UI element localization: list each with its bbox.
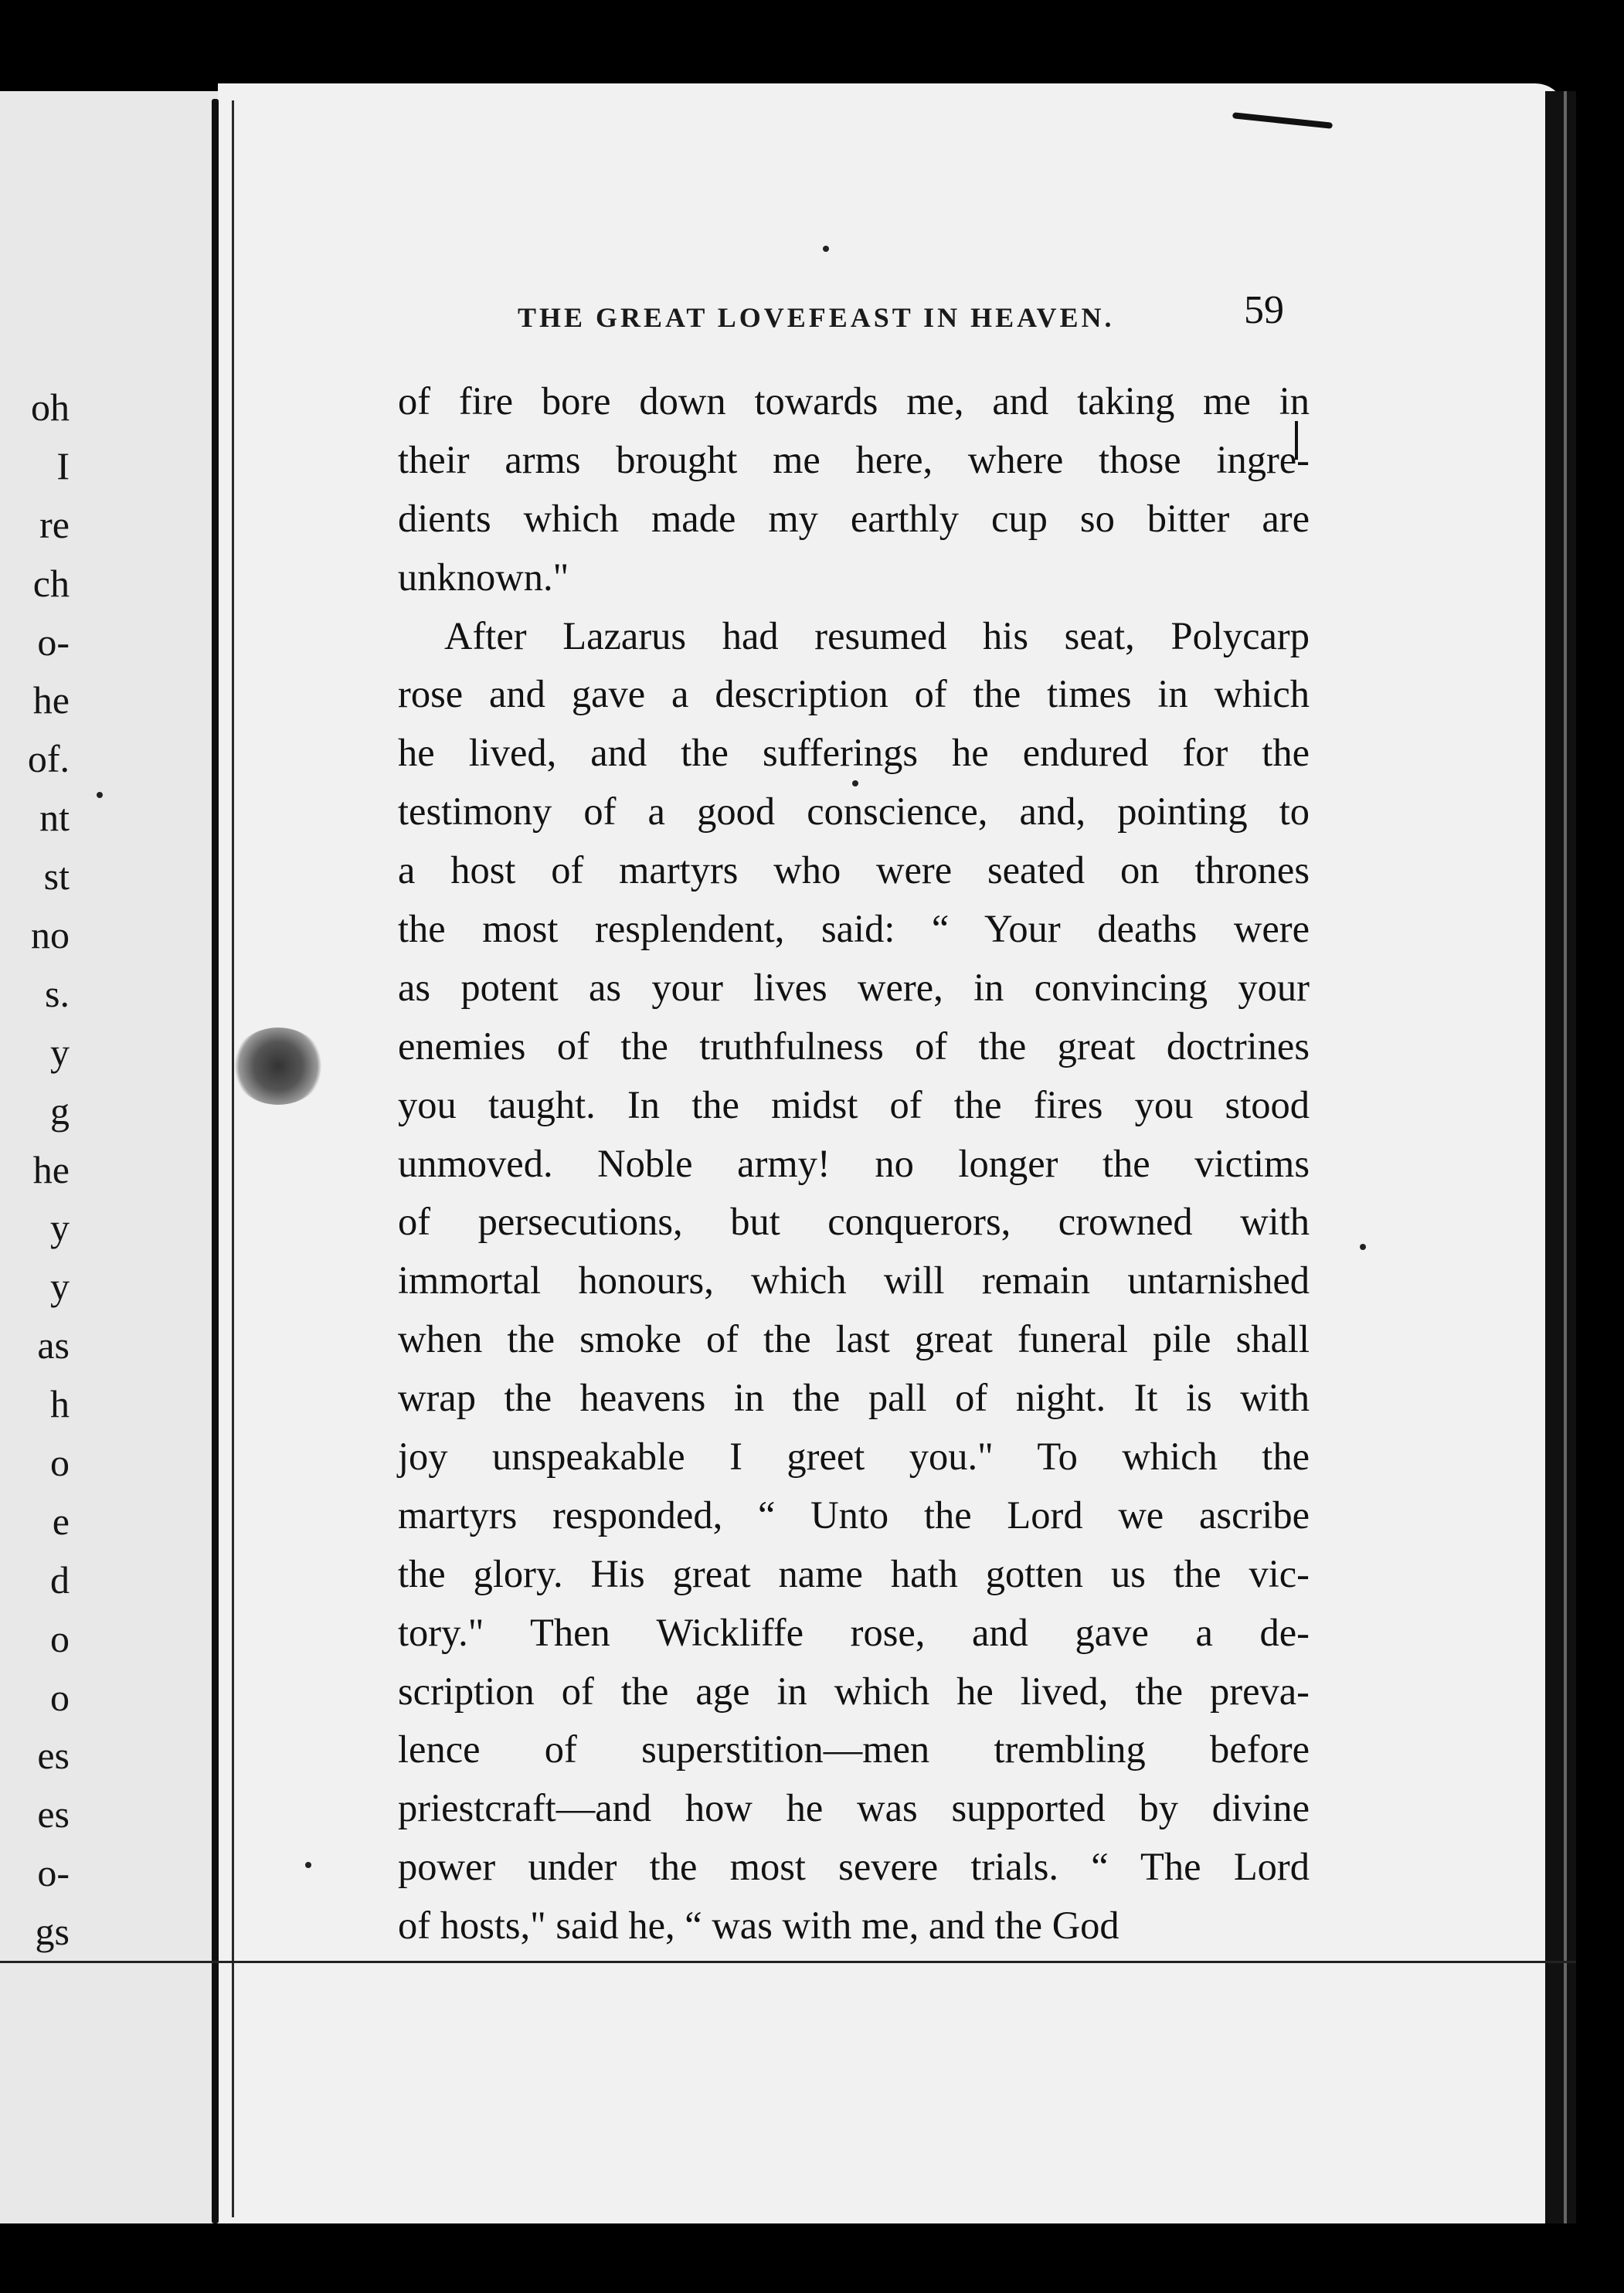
text-line: of hosts," said he, “ was with me, and the God (398, 1904, 1119, 1948)
text-line: martyrs responded, “ Unto the Lord we ascribe (398, 1493, 1310, 1537)
text-line: lence of superstition—men trembling before (398, 1727, 1310, 1772)
dust-speck (823, 246, 829, 252)
left-fragment: o (50, 1616, 70, 1660)
left-fragment: no (31, 913, 70, 957)
ink-smudge (232, 1028, 324, 1105)
text-line: dients which made my earthly cup so bitter are (398, 496, 1310, 540)
left-page-text-fragments (0, 379, 70, 1962)
left-fragment: s. (45, 971, 70, 1015)
left-fragment: ch (32, 561, 70, 605)
text-line: power under the most severe trials. “ The Lord (398, 1845, 1310, 1889)
left-fragment: o (50, 1441, 70, 1485)
left-fragment: as (37, 1323, 70, 1367)
text-line: priestcraft—and how he was supported by divine (398, 1786, 1310, 1830)
text-line: After Lazarus had resumed his seat, Polycarp (444, 613, 1310, 657)
left-fragment: nt (39, 796, 70, 840)
text-line: enemies of the truthfulness of the great doctrines (398, 1024, 1310, 1068)
left-fragment: he (32, 1147, 70, 1191)
body-text (398, 372, 1310, 1955)
left-fragment: he (32, 678, 70, 722)
left-fragment: h (50, 1382, 70, 1426)
text-line: a host of martyrs who were seated on thrones (398, 848, 1310, 892)
text-line: he lived, and the sufferings he endured for the (398, 731, 1310, 775)
running-head: THE GREAT LOVEFEAST IN HEAVEN. (518, 302, 1115, 333)
text-line: joy unspeakable I greet you." To which the (398, 1435, 1310, 1479)
left-fragment: o- (37, 620, 70, 664)
page-bottom-edge (0, 1961, 1576, 1963)
left-fragment: oh (31, 386, 70, 429)
text-line: unknown." (398, 555, 569, 599)
left-fragment: es (37, 1734, 70, 1778)
text-line: wrap the heavens in the pall of night. It is with (398, 1376, 1310, 1420)
page-number: 59 (1244, 288, 1284, 332)
text-line: of persecutions, but conquerors, crowned with (398, 1200, 1310, 1244)
left-fragment: gs (35, 1910, 70, 1954)
left-fragment: re (39, 502, 70, 546)
text-line: the most resplendent, said: “ Your deaths were (398, 907, 1310, 951)
left-fragment: y (50, 1030, 70, 1074)
text-line: testimony of a good conscience, and, pointing to (398, 790, 1310, 834)
text-line: as potent as your lives were, in convincing your (398, 965, 1310, 1009)
left-fragment: y (50, 1265, 70, 1309)
scan-border-bottom (0, 2223, 1624, 2293)
text-line: immortal honours, which will remain untarnished (398, 1259, 1310, 1303)
text-line: tory." Then Wickliffe rose, and gave a de- (398, 1610, 1310, 1654)
left-fragment: y (50, 1206, 70, 1250)
left-fragment: st (43, 854, 70, 899)
dust-speck (97, 792, 103, 798)
left-fragment: g (50, 1089, 70, 1133)
dust-speck (305, 1862, 311, 1868)
left-fragment: o- (37, 1851, 70, 1895)
text-line: scription of the age in which he lived, the preva- (398, 1669, 1310, 1713)
text-line: unmoved. Noble army! no longer the victims (398, 1141, 1310, 1185)
page-header (518, 287, 1313, 341)
gutter-binding-line (212, 99, 219, 2223)
left-fragment: d (50, 1558, 70, 1602)
right-page-edge (1545, 91, 1576, 2223)
left-fragment: es (37, 1792, 70, 1836)
left-fragment: e (52, 1499, 70, 1543)
left-fragment: of. (27, 737, 70, 781)
left-fragment: I (56, 443, 70, 487)
text-line: you taught. In the midst of the fires you stood (398, 1082, 1310, 1126)
text-line: their arms brought me here, where those ingre- (398, 437, 1310, 481)
text-line: of fire bore down towards me, and taking me in (398, 379, 1310, 423)
scan-border-top (0, 0, 1624, 91)
right-edge-highlight (1564, 91, 1567, 2223)
gutter-shadow-line (232, 100, 234, 2217)
left-fragment: o (50, 1675, 70, 1719)
text-line: rose and gave a description of the times in which (398, 672, 1310, 716)
text-line: the glory. His great name hath gotten us the vic- (398, 1551, 1310, 1595)
dust-speck (1360, 1244, 1366, 1250)
text-line: when the smoke of the last great funeral pile shall (398, 1317, 1310, 1361)
